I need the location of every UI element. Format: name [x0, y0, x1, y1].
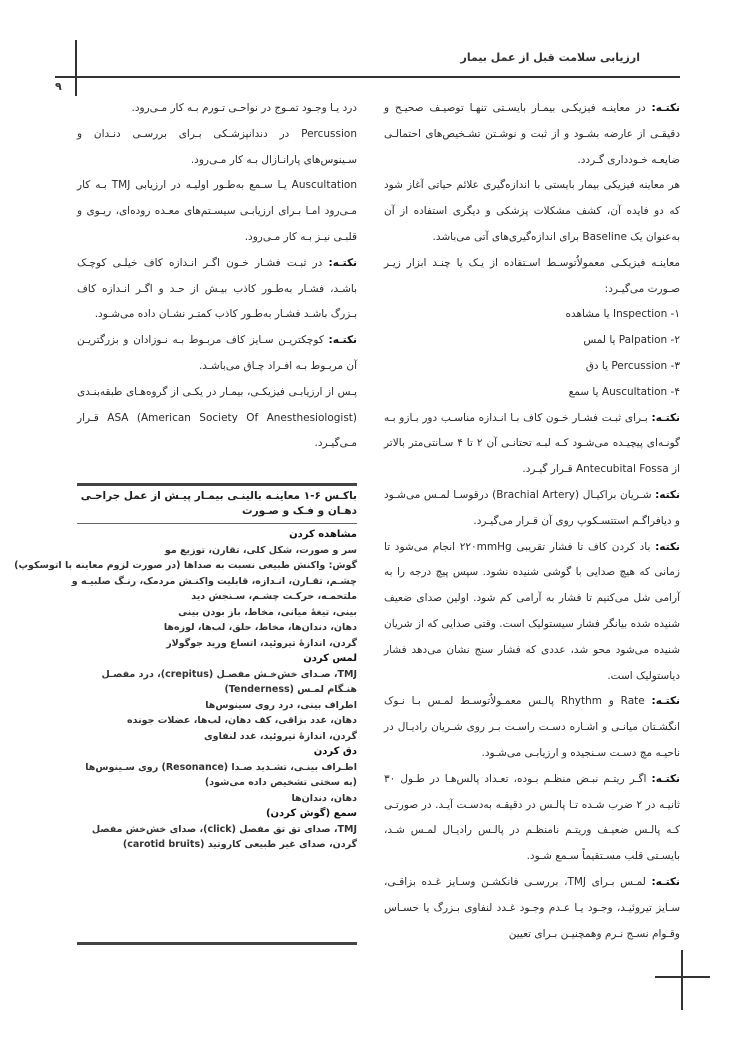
box-body	[14, 527, 357, 853]
paragraph-text: کوچکتریـن سـایز کاف مربـوط بـه نـوزادان و بزرگتریـن آن مربـوط بـه افـراد چـاق می‌باشـد.	[77, 334, 357, 372]
note-label: نکته:	[655, 540, 680, 553]
right-text-column	[384, 96, 680, 947]
crop-mark-horizontal	[655, 976, 710, 978]
running-header-title: ارزیابی سلامت قبل از عمل بیمار	[460, 51, 640, 64]
paragraph-text: Auscultation یـا سـمع به‌طـور اولیـه در ارزیابی TMJ بـه کار مـی‌رود امـا بـرای ارزیابـی سیسـتم‌های معـده روده‌ای، ریـوی و قلبـی نیـز بـه کار مـی‌رود.	[77, 179, 357, 243]
box-item: بینی، تیغهٔ میانی، مخاط، باز بودن بینی	[178, 606, 357, 618]
paragraph	[384, 689, 680, 766]
paragraph-text: باد کردن کاف تا فشار تقریبی ۲۲۰mmHg انجام می‌شود تا زمانی که هیچ صدایی با گوشی شنیده نشود. سپس پیچ درجه را به آرامی شل می‌کنیم تا فشار به آرامی کم شود. اولین صدای ضعیف شنیده شده بیانگر فشار سیستولیک است. وقتی صدایی که از شریان شنیده می‌شود محو شد، عددی که فشار سنج نشان می‌دهد فشار دیاستولیک است.	[384, 540, 680, 682]
box-bottom-rule	[77, 942, 357, 945]
paragraph	[384, 870, 680, 947]
box-item: دهان، دندان‌ها	[291, 792, 357, 804]
note-label: نکتـه:	[651, 411, 680, 424]
box-subheading: لمس کردن	[303, 653, 357, 664]
box-title-separator	[77, 523, 357, 524]
header-rule	[55, 76, 680, 78]
paragraph-text: لمـس بـرای TMJ، بررسـی فانکشـن وسـایز غـده بزاقـی، سـایز تیروئیـد، وجـود یـا عـدم وجـود غـدد لنفاوی بـزرگ یا حسـاس وقـوام نسـج نـرم وهمچنیـن بـرای تعیین	[384, 875, 680, 940]
paragraph-text: Rate و Rhythm پالـس معمـولاُتوسـط لمـس بـا نـوک انگشـتان میانـی و اشـاره دسـت راسـت بـر روی شـریان رادیـال در ناحیـه مچ دسـت سـنجیده و ارزیابـی می‌شـود.	[384, 695, 680, 759]
paragraph	[384, 483, 680, 535]
paragraph-text: ۳- Percussion یا دق	[585, 359, 680, 372]
box-item: دهان، غدد بزاقی، کف دهان، لب‌ها، عضلات جونده	[127, 715, 357, 726]
paragraph	[384, 354, 680, 380]
paragraph-text: درد یـا وجـود تمـوج در نواحـی تـورم بـه کار مـی‌رود.	[131, 102, 357, 114]
paragraph-text: پـس از ارزیابـی فیزیکـی، بیمـار در یکـی از گروه‌هـای طبقه‌بنـدی ASA (American Society Of Anesthesiologist) قـرار مـی‌گیـرد.	[77, 385, 358, 450]
paragraph-text: Percussion در دندانپزشـکی بـرای بررسـی دنـدان و سـینوس‌های پارانـازال بـه کار مـی‌رود.	[77, 127, 357, 166]
crop-mark-vertical	[681, 950, 683, 1010]
paragraph-text: ۱- Inspection یا مشاهده	[565, 308, 680, 321]
page-number: ۹	[55, 80, 62, 93]
box-item: اطـراف بینـی، تشـدید صـدا (Resonance) روی سـینوس‌ها	[85, 761, 357, 773]
paragraph-text: در معاینـه فیزیکـی بیمـار بایسـتی تنهـا توصیـف صحیـح و دقیقـی از عارضه بشـود و از ثبت و نوشـتن تشـخیص‌های احتمالـی ضایعـه خـودداری گـردد.	[384, 102, 680, 166]
paragraph-text: هر معاینه فیزیکی بیمار بایستی با اندازه‌گیری علائم حیاتی آغاز شود که دو فایده آن، کشف مشکلات پزشکی و دیگری استفاده از آن به‌عنوان یک Baseline برای اندازه‌گیری‌های آتی می‌باشد.	[384, 179, 680, 243]
box-item: ملتحمـه، حرکـت چشـم، سـنجش دید	[191, 591, 357, 602]
note-label: نکتـه:	[651, 875, 680, 888]
box-item: TMJ، صدای تق تق مفصل (click)، صدای خش‌خش مفصل	[91, 823, 357, 835]
box-subheading: سمع (گوش کردن)	[265, 808, 357, 819]
box-title: باکـس ۶-۱ معاینـه بالینـی بیمـار پیـش از عمل جراحـی دهـان و فـک و صـورت	[80, 490, 357, 517]
note-label: نکتـه:	[328, 256, 357, 269]
box-item: دهان، دندان‌ها، مخاط، حلق، لب‌ها، لوزه‌ها	[163, 622, 357, 633]
box-item: اطراف بینی، درد روی سینوس‌ها	[205, 699, 357, 711]
left-text-column	[77, 96, 357, 457]
box-top-rule	[77, 483, 357, 486]
paragraph	[77, 173, 357, 250]
paragraph	[384, 173, 680, 250]
box-subheading: دق کردن	[313, 746, 357, 757]
note-label: نکتـه:	[328, 334, 357, 347]
paragraph-text: در ثبـت فشـار خـون اگـر انـدازه کاف خیلـی کوچـک باشـد، فشـار به‌طـور کاذب بیـش از حـد و اگـر انـدازه کاف بـزرگ باشـد فشـار به‌طـور کاذب کمتـر نشـان داده می‌شـود.	[77, 256, 357, 321]
box-item: هنـگام لمـس (Tenderness)	[224, 684, 357, 695]
paragraph	[384, 96, 680, 173]
box-item: گوش: واکنش طبیعی نسبت به صداها (در صورت لزوم معاینه با اتوسکوپ)	[14, 560, 357, 571]
paragraph	[384, 380, 680, 406]
paragraph-text: اگـر ریتـم نبـض منظـم بـوده، تعـداد پالس‌هـا در طـول ۳۰ ثانیـه در ۲ ضرب شـده تـا پالـس در دقیقـه به‌دسـت آیـد. در صورتـی کـه پالـس ضعیـف وریتـم نامنظـم در پالـس رادیـال لمـس شـد، بایسـتی قلب مسـتقیماً سـمع شـود.	[384, 772, 680, 863]
box-subheading: مشاهده کردن	[289, 529, 357, 540]
paragraph-text: معاینـه فیزیکـی معمولاُتوسـط اسـتفاده از یـک یا چنـد ابزار زیـر صـورت می‌گیـرد:	[384, 256, 680, 295]
box-item: گردن، صدای غیر طبیعی کاروتید (carotid bruits)	[122, 839, 357, 850]
paragraph-text: ۴- Auscultation یا سمع	[568, 385, 680, 398]
box-item: (به سختی تشخیص داده می‌شود)	[204, 777, 357, 788]
box-item: گردن، اندازهٔ تیروئید، غدد لنفاوی	[203, 730, 357, 742]
box-item: TMJ، صـدای خش‌خـش مفصـل (crepitus)، درد مفصـل	[101, 668, 357, 680]
note-label: نکته:	[655, 488, 680, 501]
paragraph	[77, 96, 357, 122]
paragraph	[384, 251, 680, 303]
paragraph	[384, 767, 680, 870]
header-corner-mark-horizontal	[55, 76, 95, 78]
paragraph	[77, 380, 357, 457]
box-item: چشـم، تقـارن، انـدازه، قابلیت واکنـش مردمک، رنـگ صلبیـه و	[71, 575, 357, 587]
box-item: سر و صورت، شکل کلی، تقارن، توزیع مو	[164, 544, 357, 556]
paragraph	[384, 328, 680, 354]
paragraph	[384, 406, 680, 483]
paragraph	[77, 251, 357, 328]
paragraph-text: ۲- Palpation یا لمس	[583, 334, 680, 347]
paragraph	[384, 302, 680, 328]
paragraph	[384, 535, 680, 690]
header-corner-mark-vertical	[75, 40, 77, 96]
note-label: نکتـه:	[651, 102, 680, 114]
note-label: نکتـه:	[651, 772, 680, 785]
paragraph	[77, 122, 357, 174]
box-item: گردن، اندازهٔ تیروئید، اتساع ورید جوگولار	[166, 637, 357, 649]
paragraph-text: شـریان براکیـال (Brachial Artery) درقوسـا لمـس می‌شـود و دیافراگـم استتسـکوپ روی آن قـرار می‌گیـرد.	[384, 488, 680, 527]
paragraph-text: بـرای ثبـت فشـار خـون کاف بـا انـدازه مناسـب دور بـازو بـه گونـه‌ای پیچیـده می‌شـود کـه لبـه تحتانـی آن ۲ تا ۴ سـانتی‌متر بالاتر از Antecubital Fossa قـرار گیـرد.	[384, 411, 680, 476]
paragraph	[77, 328, 357, 380]
clinical-exam-box	[14, 483, 357, 945]
note-label: نکتـه:	[651, 695, 680, 708]
